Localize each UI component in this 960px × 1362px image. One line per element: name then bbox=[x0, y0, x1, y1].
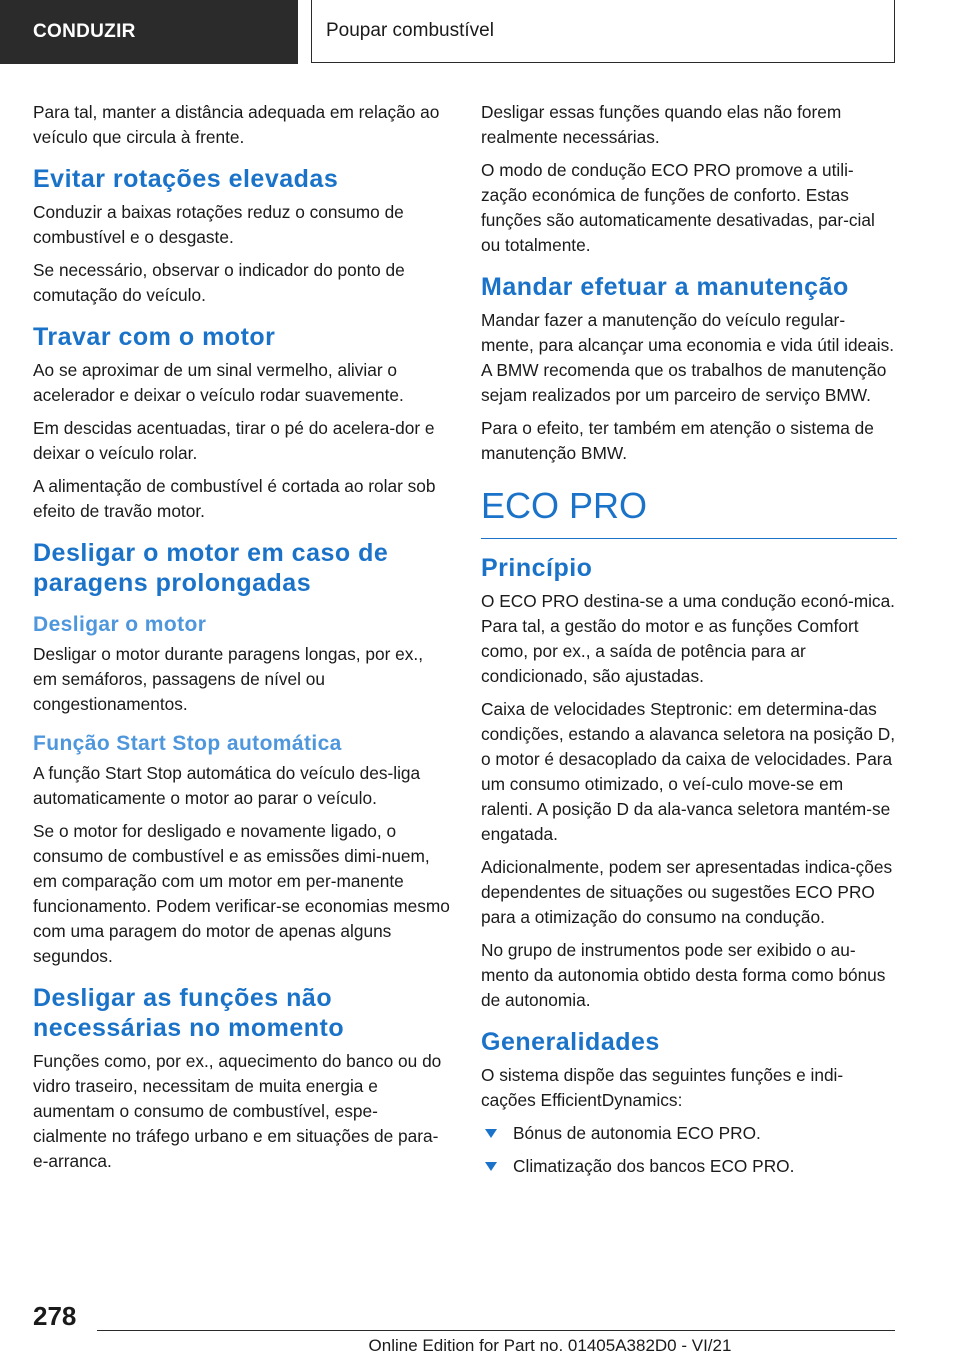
paragraph: Para tal, manter a distância adequada em relação ao veículo que circula à frente. bbox=[33, 102, 440, 147]
triangle-bullet-icon bbox=[485, 1162, 497, 1171]
paragraph: Funções como, por ex., aquecimento do banco ou do vidro traseiro, necessitam de muita energia e aumentam o consumo de combustível, espe-cialmente no tráfego urbano e em situações de para-e-arranca. bbox=[33, 1051, 442, 1171]
edition-footer: Online Edition for Part no. 01405A382D0 - VI/21 bbox=[368, 1336, 732, 1355]
paragraph: Para o efeito, ter também em atenção o sistema de manutenção BMW. bbox=[481, 418, 874, 463]
paragraph: Desligar essas funções quando elas não forem realmente necessárias. bbox=[481, 102, 842, 147]
heading-engine-braking: Travar com o motor bbox=[33, 323, 276, 351]
paragraph: Caixa de velocidades Steptronic: em determina-das condições, estando a alavanca seletora na posição D, o motor é desacoplado da caixa de velocidades. Para um consumo otimizado, o veí-culo move-se em ralenti. A posição D da ala-vanca seletora mantém-se engatada. bbox=[481, 699, 896, 844]
paragraph: Se necessário, observar o indicador do ponto de comutação do veículo. bbox=[33, 260, 405, 305]
paragraph: O sistema dispõe das seguintes funções e indi-cações EfficientDynamics: bbox=[481, 1065, 844, 1110]
paragraph: A função Start Stop automática do veículo des-liga automaticamente o motor ao parar o veículo. bbox=[33, 763, 421, 808]
page-number: 278 bbox=[33, 1301, 77, 1331]
subheading-auto-start-stop: Função Start Stop automática bbox=[33, 732, 342, 755]
list-item-text: Bónus de autonomia ECO PRO. bbox=[513, 1123, 761, 1143]
paragraph: Desligar o motor durante paragens longas, por ex., em semáforos, passagens de nível ou congestionamentos. bbox=[33, 644, 424, 714]
paragraph: Mandar fazer a manutenção do veículo regular-mente, para alcançar uma economia e vida útil ideais. A BMW recomenda que os trabalhos de manutenção sejam realizados por um parceiro de serviço BMW. bbox=[481, 310, 895, 405]
paragraph: Ao se aproximar de um sinal vermelho, aliviar o acelerador e deixar o veículo rodar suavemente. bbox=[33, 360, 404, 405]
right-column bbox=[481, 100, 897, 1187]
list-item bbox=[481, 1154, 897, 1179]
paragraph: Adicionalmente, podem ser apresentadas indica-ções dependentes de situações ou sugestões ECO PRO para a otimização do consumo na condução. bbox=[481, 857, 893, 927]
subheading-switch-off-engine: Desligar o motor bbox=[33, 613, 207, 636]
chapter-tab: CONDUZIR bbox=[0, 0, 298, 64]
paragraph: A alimentação de combustível é cortada ao rolar sob efeito de travão motor. bbox=[33, 476, 436, 521]
list-item-text: Climatização dos bancos ECO PRO. bbox=[513, 1156, 795, 1176]
chapter-title-eco-pro: ECO PRO bbox=[481, 484, 897, 539]
heading-avoid-high-revs: Evitar rotações elevadas bbox=[33, 165, 339, 193]
heading-maintenance: Mandar efetuar a manutenção bbox=[481, 273, 849, 301]
function-list bbox=[481, 1121, 897, 1179]
heading-switch-off-functions: Desligar as funções não necessárias no momento bbox=[33, 984, 345, 1042]
paragraph: Conduzir a baixas rotações reduz o consumo de combustível e o desgaste. bbox=[33, 202, 404, 247]
heading-switch-off-engine: Desligar o motor em caso de paragens prolongadas bbox=[33, 539, 389, 597]
heading-general: Generalidades bbox=[481, 1028, 660, 1056]
list-item bbox=[481, 1121, 897, 1146]
left-column bbox=[33, 100, 451, 1182]
paragraph: Em descidas acentuadas, tirar o pé do acelera-dor e deixar o veículo rolar. bbox=[33, 418, 435, 463]
triangle-bullet-icon bbox=[485, 1129, 497, 1138]
paragraph: O ECO PRO destina-se a uma condução econó-mica. Para tal, a gestão do motor e as funções Comfort como, por ex., a saída de potência para ar condicionado, são ajustadas. bbox=[481, 591, 895, 686]
paragraph: O modo de condução ECO PRO promove a utili-zação económica de funções de conforto. Estas funções são automaticamente desativadas, par-cial ou totalmente. bbox=[481, 160, 875, 255]
section-tab: Poupar combustível bbox=[311, 0, 895, 63]
paragraph: Se o motor for desligado e novamente ligado, o consumo de combustível e as emissões dimi-nuem, em comparação com um motor em per-manente funcionamento. Podem verificar-se economias mesmo com uma paragem do motor de apenas alguns segundos. bbox=[33, 821, 450, 966]
heading-principle: Princípio bbox=[481, 554, 593, 582]
paragraph: No grupo de instrumentos pode ser exibido o au-mento da autonomia obtido desta forma como bónus de autonomia. bbox=[481, 940, 886, 1010]
